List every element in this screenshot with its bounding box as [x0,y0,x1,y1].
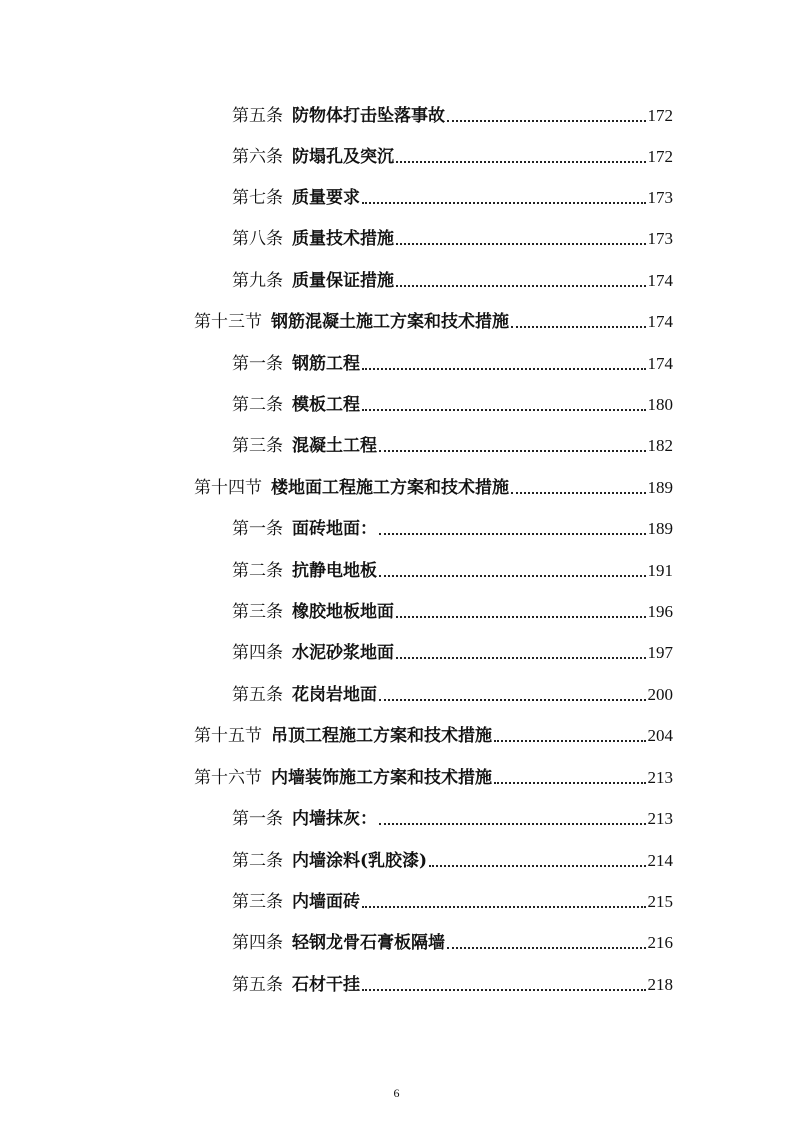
toc-entry-title: 质量保证措施 [292,271,394,291]
toc-entry-page: 216 [647,933,673,952]
toc-entry-title: 防塌孔及突沉 [292,147,394,167]
toc-entry[interactable] [232,258,673,292]
toc-entry-page: 191 [647,561,673,580]
toc-entry-page: 172 [647,147,673,166]
dot-leader [429,865,645,867]
toc-entry-page: 213 [647,768,673,787]
toc-entry-page: 173 [647,188,673,207]
dot-leader [396,616,646,618]
toc-entry-title: 钢筋混凝土施工方案和技术措施 [271,312,509,332]
toc-entry[interactable] [232,589,673,623]
toc-entry-title: 内墙面砖 [292,892,360,912]
toc-entry-page: 213 [647,809,673,828]
toc-entry[interactable] [232,920,673,954]
toc-entry-number: 第三条 [232,892,283,912]
dot-leader [396,285,646,287]
dot-leader [396,657,646,659]
toc-entry-title: 混凝土工程 [292,436,377,456]
toc-entry[interactable] [232,962,673,996]
toc-entry-title: 轻钢龙骨石膏板隔墙 [292,933,445,953]
toc-entry[interactable] [232,838,673,872]
toc-entry-title: 面砖地面： [292,519,377,539]
toc-entry-number: 第十三节 [194,312,262,332]
toc-entry[interactable] [232,796,673,830]
dot-leader [379,450,646,452]
toc-entry-number: 第四条 [232,933,283,953]
toc-entry-number: 第三条 [232,436,283,456]
toc-section[interactable] [194,755,673,789]
toc-entry-title: 内墙抹灰： [292,809,377,829]
toc-entry-number: 第三条 [232,602,283,622]
dot-leader [511,326,646,328]
toc-entry-page: 180 [647,395,673,414]
toc-entry-title: 模板工程 [292,395,360,415]
dot-leader [362,202,646,204]
toc-entry[interactable] [232,879,673,913]
toc-entry-title: 质量技术措施 [292,229,394,249]
toc-entry-number: 第五条 [232,685,283,705]
dot-leader [447,120,646,122]
toc-entry-title: 水泥砂浆地面 [292,643,394,663]
toc-entry-title: 楼地面工程施工方案和技术措施 [271,478,509,498]
dot-leader [379,699,646,701]
toc-entry[interactable] [232,548,673,582]
toc-entry-page: 218 [647,975,673,994]
dot-leader [494,740,646,742]
toc-entry-page: 204 [647,726,673,745]
toc-entry-page: 197 [647,643,673,662]
toc-entry-page: 174 [647,271,673,290]
toc-entry-title: 钢筋工程 [292,354,360,374]
toc-entry-page: 189 [647,519,673,538]
page-number: 6 [393,1086,400,1100]
toc-section[interactable] [194,465,673,499]
toc-entry-page: 174 [647,312,673,331]
toc-entry-number: 第四条 [232,643,283,663]
toc-entry[interactable] [232,216,673,250]
toc-section[interactable] [194,713,673,747]
toc-entry-number: 第五条 [232,975,283,995]
toc-entry-number: 第一条 [232,809,283,829]
dot-leader [362,989,646,991]
toc-entry-page: 215 [647,892,673,911]
toc-entry[interactable] [232,341,673,375]
toc-entry-number: 第十五节 [194,726,262,746]
toc-entry-number: 第九条 [232,271,283,291]
toc-entry-title: 质量要求 [292,188,360,208]
toc-entry-number: 第七条 [232,188,283,208]
dot-leader [396,243,646,245]
dot-leader [379,575,646,577]
dot-leader [396,161,646,163]
toc-entry-page: 182 [647,436,673,455]
toc-entry-number: 第五条 [232,106,283,126]
toc-entry-page: 174 [647,354,673,373]
toc-entry-title: 花岗岩地面 [292,685,377,705]
toc-entry-title: 石材干挂 [292,975,360,995]
toc-entry-title: 吊顶工程施工方案和技术措施 [271,726,492,746]
toc-entry-title: 抗静电地板 [292,561,377,581]
toc-entry-number: 第二条 [232,561,283,581]
toc-entry-page: 214 [647,851,673,870]
toc-entry[interactable] [232,630,673,664]
toc-entry-number: 第十六节 [194,768,262,788]
toc-entry[interactable] [232,382,673,416]
toc-entry-page: 196 [647,602,673,621]
toc-entry-number: 第一条 [232,519,283,539]
toc-entry[interactable] [232,175,673,209]
toc-entry[interactable] [232,506,673,540]
toc-entry[interactable] [232,423,673,457]
toc-entry-page: 189 [647,478,673,497]
toc-entry-page: 173 [647,229,673,248]
toc-entry[interactable] [232,672,673,706]
toc-entry-title: 内墙涂料(乳胶漆) [292,851,428,871]
toc-entry-title: 内墙装饰施工方案和技术措施 [271,768,492,788]
dot-leader [511,492,646,494]
dot-leader [362,906,646,908]
dot-leader [362,409,646,411]
toc-entry-number: 第二条 [232,851,283,871]
dot-leader [379,533,646,535]
toc-entry-number: 第二条 [232,395,283,415]
toc-entry-number: 第六条 [232,147,283,167]
toc-entry-page: 172 [647,106,673,125]
toc-entry-number: 第十四节 [194,478,262,498]
dot-leader [362,368,646,370]
toc-section[interactable] [194,299,673,333]
toc-entry-title: 橡胶地板地面 [292,602,394,622]
dot-leader [379,823,646,825]
toc-entry-title: 防物体打击坠落事故 [292,106,445,126]
toc-entry-number: 第一条 [232,354,283,374]
dot-leader [447,947,646,949]
toc-entry[interactable] [232,134,673,168]
dot-leader [494,782,646,784]
toc-entry[interactable] [232,93,673,127]
toc-entry-page: 200 [647,685,673,704]
toc-entry-number: 第八条 [232,229,283,249]
